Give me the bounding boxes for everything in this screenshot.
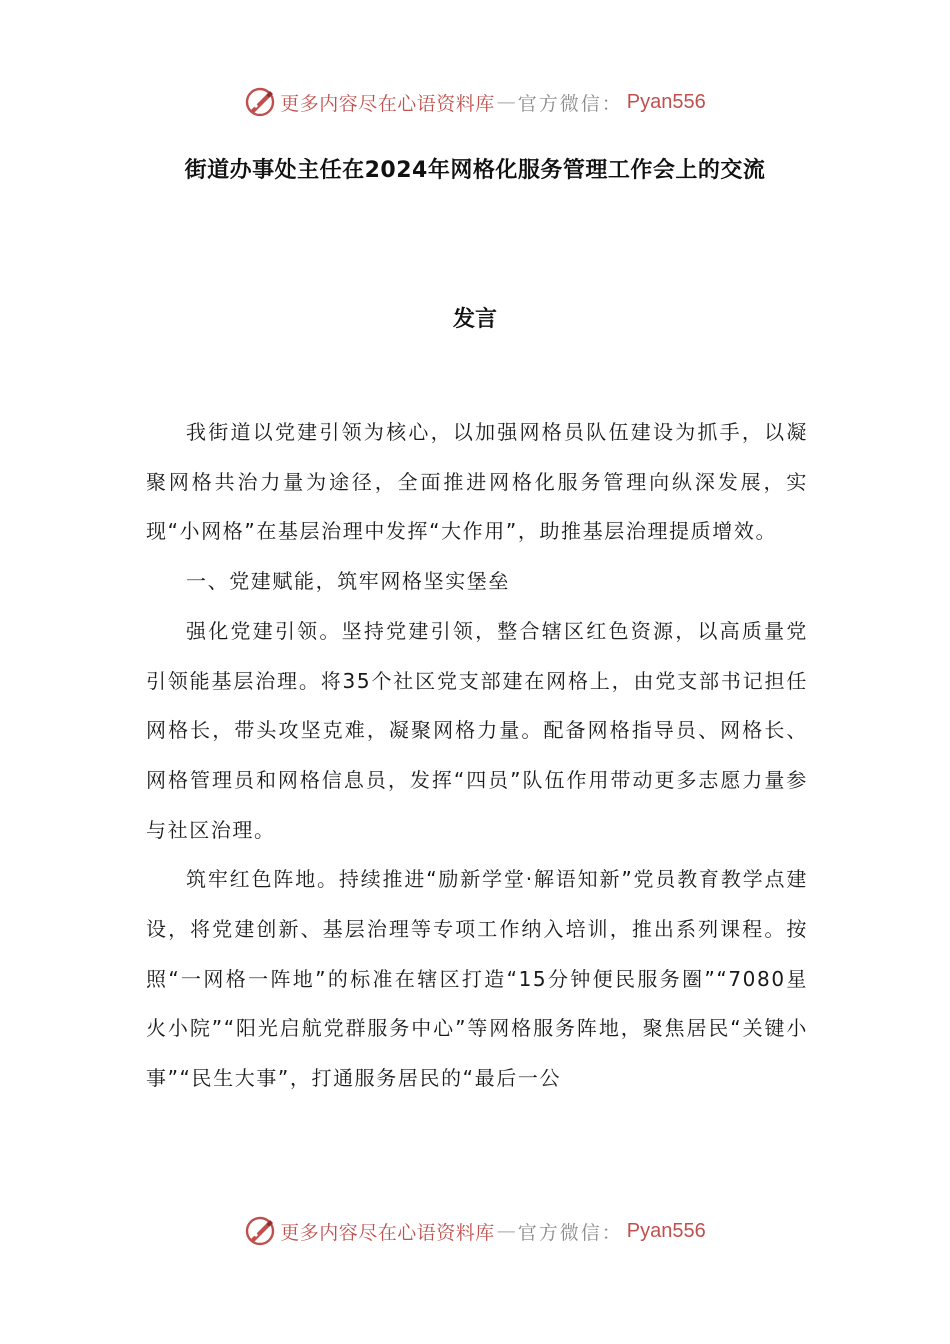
- watermark-dash: —: [496, 91, 516, 113]
- body-paragraph-red-positions: 筑牢红色阵地。持续推进“励新学堂·解语知新”党员教育教学点建设，将党建创新、基层治理等专项工作纳入培训，推出系列课程。按照“一网格一阵地”的标准在辖区打造“15分钟便民服务圈”“7080星火小院”“阳光启航党群服务中心”等网格服务阵地，聚焦居民“关键小事”“民生大事”，打通服务居民的“最后一公: [146, 867, 808, 1091]
- watermark-official-label: 官方微信：: [517, 92, 623, 115]
- body-paragraph-party-leadership: 强化党建引领。坚持党建引领，整合辖区红色资源，以高质量党引领能基层治理。将35个社区党支部建在网格上，由党支部书记担任网格长，带头攻坚克难，凝聚网格力量。配备网格指导员、网格长、网格管理员和网格信息员，发挥“四员”队伍作用带动更多志愿力量参与社区治理。: [146, 618, 808, 842]
- watermark-dash: —: [496, 1220, 516, 1242]
- watermark-banner-bottom: [0, 1213, 950, 1249]
- watermark-promo-text: 更多内容尽在心语资料库: [280, 1221, 495, 1244]
- document-body: [146, 408, 808, 1104]
- body-paragraph-intro: 我街道以党建引领为核心，以加强网格员队伍建设为抓手，以凝聚网格共治力量为途径，全面推进网格化服务管理向纵深发展，实现“小网格”在基层治理中发挥“大作用”，助推基层治理提质增效。: [146, 420, 808, 544]
- watermark-banner-top: [0, 84, 950, 120]
- watermark-promo-text: 更多内容尽在心语资料库: [280, 92, 495, 115]
- watermark-official-label: 官方微信：: [517, 1221, 623, 1244]
- document-title-line-1: 街道办事处主任在2024年网格化服务管理工作会上的交流: [184, 158, 766, 183]
- watermark-wechat-id: Pyan556: [626, 1219, 706, 1242]
- document-title-line-2: 发言: [452, 307, 497, 332]
- section-heading-1: 一、党建赋能，筑牢网格坚实堡垒: [186, 569, 510, 594]
- watermark-wechat-id: Pyan556: [626, 90, 706, 113]
- pen-nib-logo-icon: [244, 86, 276, 118]
- pen-nib-logo-icon: [244, 1215, 276, 1247]
